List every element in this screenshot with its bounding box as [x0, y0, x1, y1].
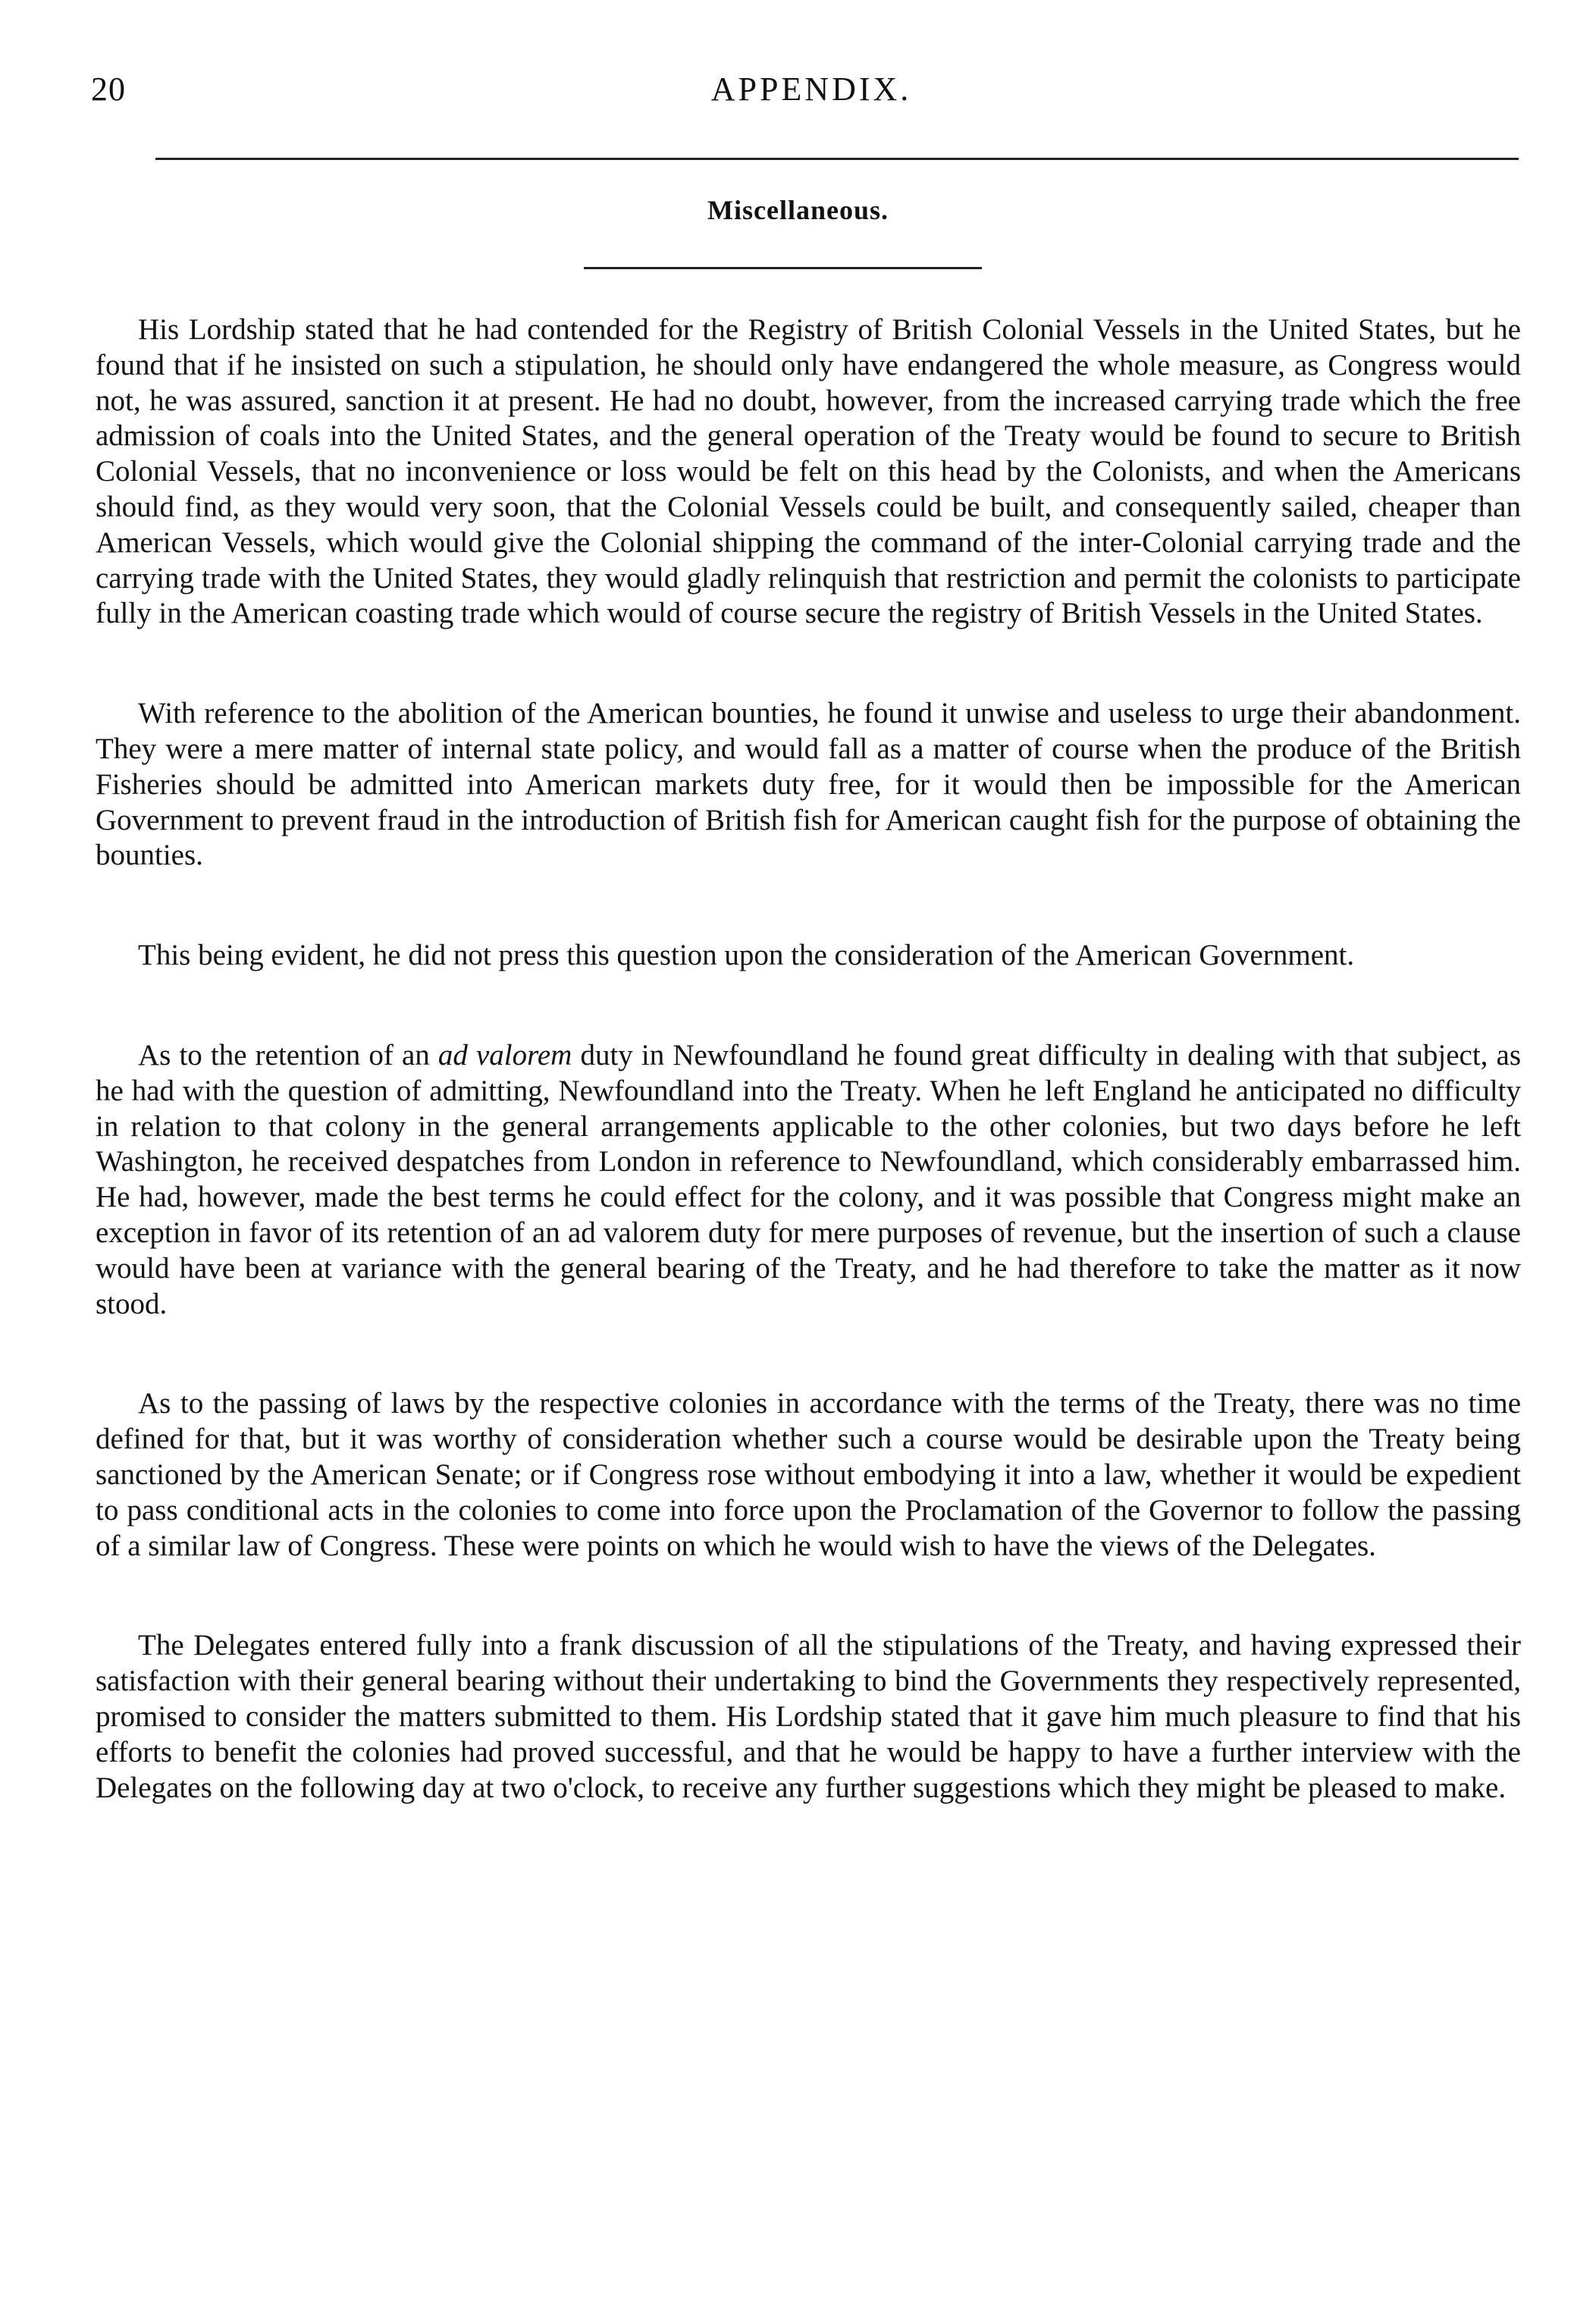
- paragraph-question: This being evident, he did not press this question upon the consideration of the American Government.: [138, 939, 1355, 972]
- paragraph-delegates: The Delegates entered fully into a frank discussion of all the stipulations of the Treaty, and having expressed their satisfaction with their general bearing without their undertaking to bind the Governments they respectively represented, promised to consider the matters submitted to them. His Lordship stated that it gave him much pleasure to find that his efforts to benefit the colonies had proved successful, and that he would be happy to have a further interview with the Delegates on the following day at two o'clock, to receive any further suggestions which they might be pleased to make.: [96, 1629, 1521, 1804]
- italic-term: ad valorem: [437, 1038, 572, 1072]
- paragraph-newfoundland-start: As to the retention of an: [138, 1038, 438, 1072]
- paragraph-registry: His Lordship stated that he had contended for the Registry of British Colonial Vessels in the United States, but he found that if he insisted on such a stipulation, he should only have endangered the whole measure, as Congress would not, he was assured, sanction it at present. He had no doubt, however, from the increased carrying trade which the free admission of coals into the United States, and the general operation of the Treaty would be found to secure to British Colonial Vessels, that no inconvenience or loss would be felt on this head by the Colonists, and when the Americans should find, as they would very soon, that the Colonial Vessels could be built, and consequently sailed, cheaper than American Vessels, which would give the Colonial shipping the command of the inter-Colonial carrying trade and the carrying trade with the United States, they would gladly relinquish that restriction and permit the colonists to participate fully in the American coasting trade which would of course secure the registry of British Vessels in the United States.: [96, 313, 1521, 630]
- section-title: Miscellaneous.: [707, 195, 889, 225]
- page-header: [91, 70, 1532, 115]
- paragraph-newfoundland-rest: duty in Newfoundland he found great difficulty in dealing with that subject, as he had with the question of admitting, Newfoundland into the Treaty. When he left England he anticipated no difficulty in relation to that colony in the general arrangements applicable to the other colonies, but two days before he left Washington, he received despatches from London in reference to Newfoundland, which considerably embarrassed him. He had, however, made the best terms he could effect for the colony, and it was possible that Congress might make an exception in favor of its retention of an ad valorem duty for mere purposes of revenue, but the insertion of such a clause would have been at variance with the general bearing of the Treaty, and he had therefore to take the matter as it now stood.: [96, 1038, 1522, 1320]
- page-number: 20: [91, 71, 126, 108]
- running-head: APPENDIX.: [710, 71, 912, 108]
- header-rule: [155, 158, 1519, 160]
- paragraph-bounties: With reference to the abolition of the American bounties, he found it unwise and useless to urge their abandonment. They were a mere matter of internal state policy, and would fall as a matter of course when the produce of the British Fisheries should be admitted into American markets duty free, for it would then be impossible for the American Government to prevent fraud in the introduction of British fish for American caught fish for the purpose of obtaining the bounties.: [96, 697, 1521, 872]
- body-text: [96, 312, 1521, 1870]
- paragraph-laws: As to the passing of laws by the respective colonies in accordance with the terms of the Treaty, there was no time defined for that, but it was worthy of consideration whether such a course would be desirable upon the Treaty being sanctioned by the American Senate; or if Congress rose without embodying it into a law, whether it would be expedient to pass conditional acts in the colonies to come into force upon the Proclamation of the Governor to follow the passing of a similar law of Congress. These were points on which he would wish to have the views of the Delegates.: [96, 1387, 1521, 1562]
- paragraph-newfoundland: [96, 1038, 1521, 1322]
- section-rule: [584, 267, 982, 269]
